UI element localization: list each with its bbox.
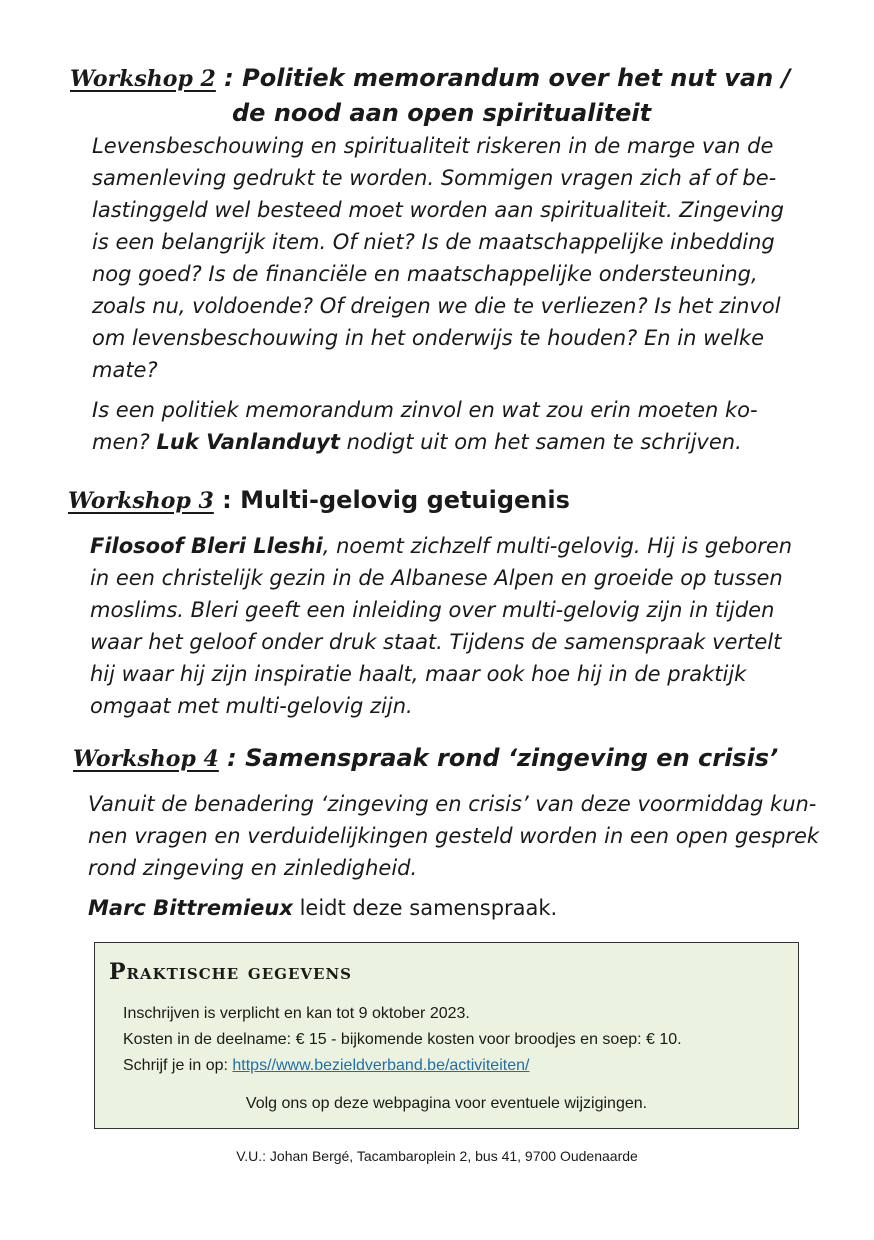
registration-info: Schrijf je in op: https//www.bezieldverband.be/activiteiten/ — [123, 1057, 530, 1074]
publisher-footer: V.U.: Johan Bergé, Tacambaroplein 2, bus 41, 9700 Oudenaarde — [236, 1148, 638, 1164]
workshop-4-label: Workshop 4 — [73, 746, 219, 772]
workshop-3-label: Workshop 3 — [68, 488, 214, 514]
workshop-2-title-line1: : Politiek memorandum over het nut van / — [215, 64, 791, 92]
updates-note: Volg ons op deze webpagina voor eventuele wijzigingen. — [245, 1095, 648, 1112]
workshop-3-description: Filosoof Bleri Lleshi, noemt zichzelf multi-gelovig. Hij is geboren in een christelijk gezin in de Albanese Alpen en groeide op tussen moslims. Bleri geeft een inleiding over multi-gelovig zijn in tijden waar het geloof onder druk staat. Tijdens de samenspraak vertelt hij waar hij zijn inspiratie haalt, maar ook hoe hij in de praktijk omgaat met multi-gelovig zijn. — [90, 534, 793, 718]
speaker-name: Luk Vanlanduyt — [156, 430, 340, 454]
workshop-2-invitation: Is een politiek memorandum zinvol en wat zou erin moeten ko- men? Luk Vanlanduyt nodigt uit om het samen te schrijven. — [92, 398, 758, 454]
workshop-4-moderator: Marc Bittremieux leidt deze samenspraak. — [88, 896, 558, 920]
workshop-4-description: Vanuit de benadering ‘zingeving en crisis’ van deze voormiddag kun- nen vragen en verduidelijkingen gesteld worden in een open gesprek rond zingeving en zinledigheid. — [88, 792, 820, 880]
registration-deadline: Inschrijven is verplicht en kan tot 9 oktober 2023. — [123, 1005, 470, 1022]
workshop-3-title: Workshop 3 : Multi-gelovig getuigenis — [68, 486, 570, 514]
registration-link[interactable]: https//www.bezieldverband.be/activiteiten/ — [232, 1057, 530, 1074]
speaker-name: Filosoof Bleri Lleshi — [90, 534, 323, 558]
cost-info: Kosten in de deelname: € 15 - bijkomende kosten voor broodjes en soep: € 10. — [123, 1031, 682, 1048]
workshop-2-title — [70, 62, 790, 95]
workshop-2-title-line2: de nood aan open spiritualiteit — [232, 99, 652, 127]
workshop-4-title: Workshop 4 : Samenspraak rond ‘zingeving en crisis’ — [73, 744, 779, 772]
speaker-name: Marc Bittremieux — [88, 896, 293, 920]
workshop-2-label: Workshop 2 — [70, 66, 216, 92]
practical-info-title: Praktische gegevens — [109, 959, 352, 985]
practical-info-box — [94, 942, 799, 1129]
workshop-2-description: Levensbeschouwing en spiritualiteit riskeren in de marge van de samenleving gedrukt te worden. Sommigen vragen zich af of be- lastinggeld wel besteed moet worden aan spiritualiteit. Zingeving is een belangrijk item. Of niet? Is de maatschappelijke inbedding nog goed? Is de financiële en maatschappelijke ondersteuning, zoals nu, voldoende? Of dreigen we die te verliezen? Is het zinvol om levensbeschouwing in het onderwijs te houden? En in welke mate? — [92, 134, 784, 382]
